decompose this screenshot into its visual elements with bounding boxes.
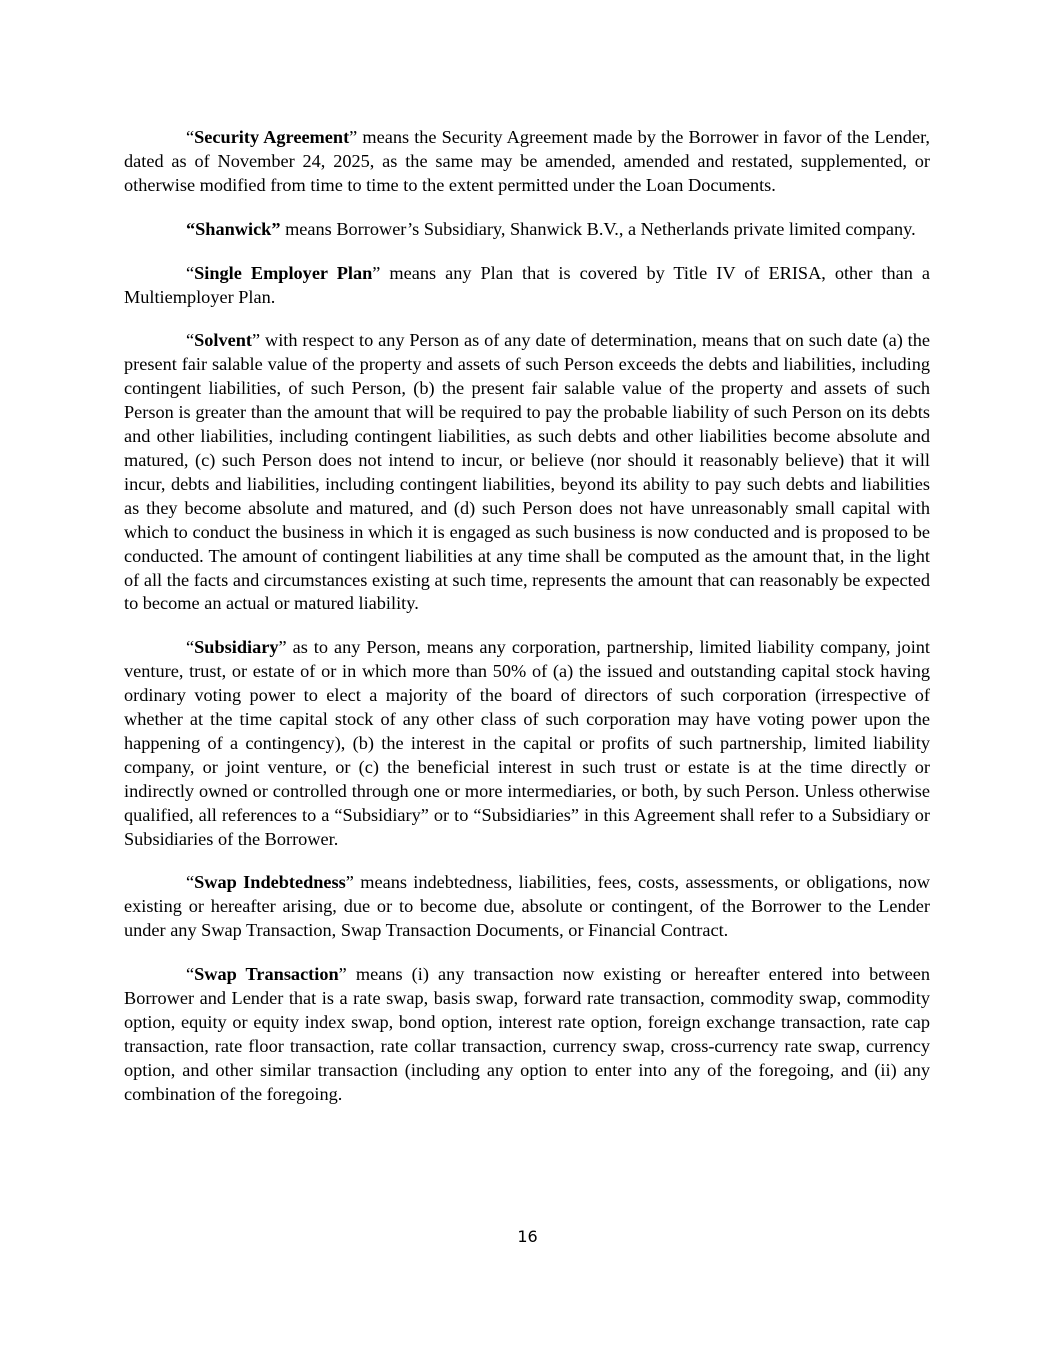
document-page bbox=[124, 126, 930, 1127]
open-quote: “ bbox=[186, 964, 195, 985]
close-quote: ” bbox=[278, 637, 287, 658]
close-quote: ” bbox=[372, 262, 381, 283]
open-quote: “ bbox=[186, 872, 195, 893]
defined-term: Subsidiary bbox=[194, 637, 279, 658]
open-quote: “ bbox=[186, 262, 195, 283]
defined-term: Security Agreement bbox=[194, 127, 350, 147]
definition-swap-indebtedness bbox=[124, 871, 930, 943]
close-quote: ” bbox=[252, 330, 261, 351]
close-quote: ” bbox=[345, 872, 354, 893]
defined-term: Swap Transaction bbox=[194, 964, 339, 985]
definition-security-agreement bbox=[124, 126, 930, 198]
definition-text: means Borrower’s Subsidiary, Shanwick B.V., a Netherlands private limited company. bbox=[280, 218, 916, 239]
definition-text: means indebtedness, liabilities, fees, costs, assessments, or obligations, now existing or hereafter arising, due or to become due, absolute or contingent, of the Borrower to the Lender under any Swap Transaction, Swap Transaction Documents, or Financial Contract. bbox=[124, 872, 930, 941]
defined-term: Swap Indebtedness bbox=[194, 872, 346, 893]
definition-text: means any Plan that is covered by Title IV of ERISA, other than a Multiemployer Plan. bbox=[124, 262, 930, 307]
definition-subsidiary bbox=[124, 636, 930, 851]
open-quote: “ bbox=[186, 637, 195, 658]
open-quote: “ bbox=[186, 330, 195, 351]
page-number: 16 bbox=[517, 1227, 538, 1246]
definition-text: means the Security Agreement made by the Borrower in favor of the Lender, dated as of November 24, 2025, as the same may be amended, amended and restated, supplemented, or otherwise modified from time to time to the extent permitted under the Loan Documents. bbox=[124, 127, 930, 195]
close-quote: ” bbox=[349, 127, 358, 147]
definition-text: as to any Person, means any corporation, partnership, limited liability company, joint venture, trust, or estate of or in which more than 50% of (a) the issued and outstanding capital stock having ordinary voting power to elect a majority of the board of directors of such corporation (irrespective of whether at the time capital stock of any other class of such corporation may have voting power upon the happening of a contingency), (b) the interest in the capital or profits of such partnership, limited liability company, or joint venture, or (c) the beneficial interest in such trust or estate is at the time directly or indirectly owned or controlled through one or more intermediaries, or both, by such Person. Unless otherwise qualified, all references to a “Subsidiary” or to “Subsidiaries” in this Agreement shall refer to a Subsidiary or Subsidiaries of the Borrower. bbox=[124, 637, 930, 849]
definition-text: with respect to any Person as of any date of determination, means that on such date (a) the present fair salable value of the property and assets of such Person exceeds the debts and liabilities, including contingent liabilities, of such Person, (b) the present fair salable value of the property and assets of such Person is greater than the amount that will be required to pay the probable liability of such Person on its debts and other liabilities, including contingent liabilities, as such debts and other liabilities become absolute and matured, (c) such Person does not intend to incur, or believe (nor should it reasonably believe) that it will incur, debts and liabilities, including contingent liabilities, beyond its ability to pay such debts and liabilities as they become absolute and matured, and (d) such Person does not have unreasonably small capital with which to conduct the business in which it is engaged as such business is now conducted and is proposed to be conducted. The amount of contingent liabilities at any time shall be computed as the amount that, in the light of all the facts and circumstances existing at such time, represents the amount that can reasonably be expected to become an actual or matured liability. bbox=[124, 330, 930, 614]
definition-single-employer-plan bbox=[124, 262, 930, 310]
defined-term: Single Employer Plan bbox=[194, 262, 373, 283]
defined-term: Solvent bbox=[194, 330, 253, 351]
close-quote: ” bbox=[338, 964, 347, 985]
definition-shanwick bbox=[124, 218, 930, 242]
definition-text: means (i) any transaction now existing or hereafter entered into between Borrower and Lender that is a rate swap, basis swap, forward rate transaction, commodity swap, commodity option, equity or equity index swap, bond option, interest rate option, foreign exchange transaction, rate cap transaction, rate floor transaction, rate collar transaction, currency swap, cross-currency rate swap, currency option, and other similar transaction (including any option to enter into any of the foregoing, and (ii) any combination of the foregoing. bbox=[124, 964, 930, 1104]
defined-term: “Shanwick” bbox=[186, 218, 281, 239]
definition-solvent bbox=[124, 329, 930, 616]
definition-swap-transaction bbox=[124, 963, 930, 1106]
open-quote: “ bbox=[186, 127, 195, 147]
